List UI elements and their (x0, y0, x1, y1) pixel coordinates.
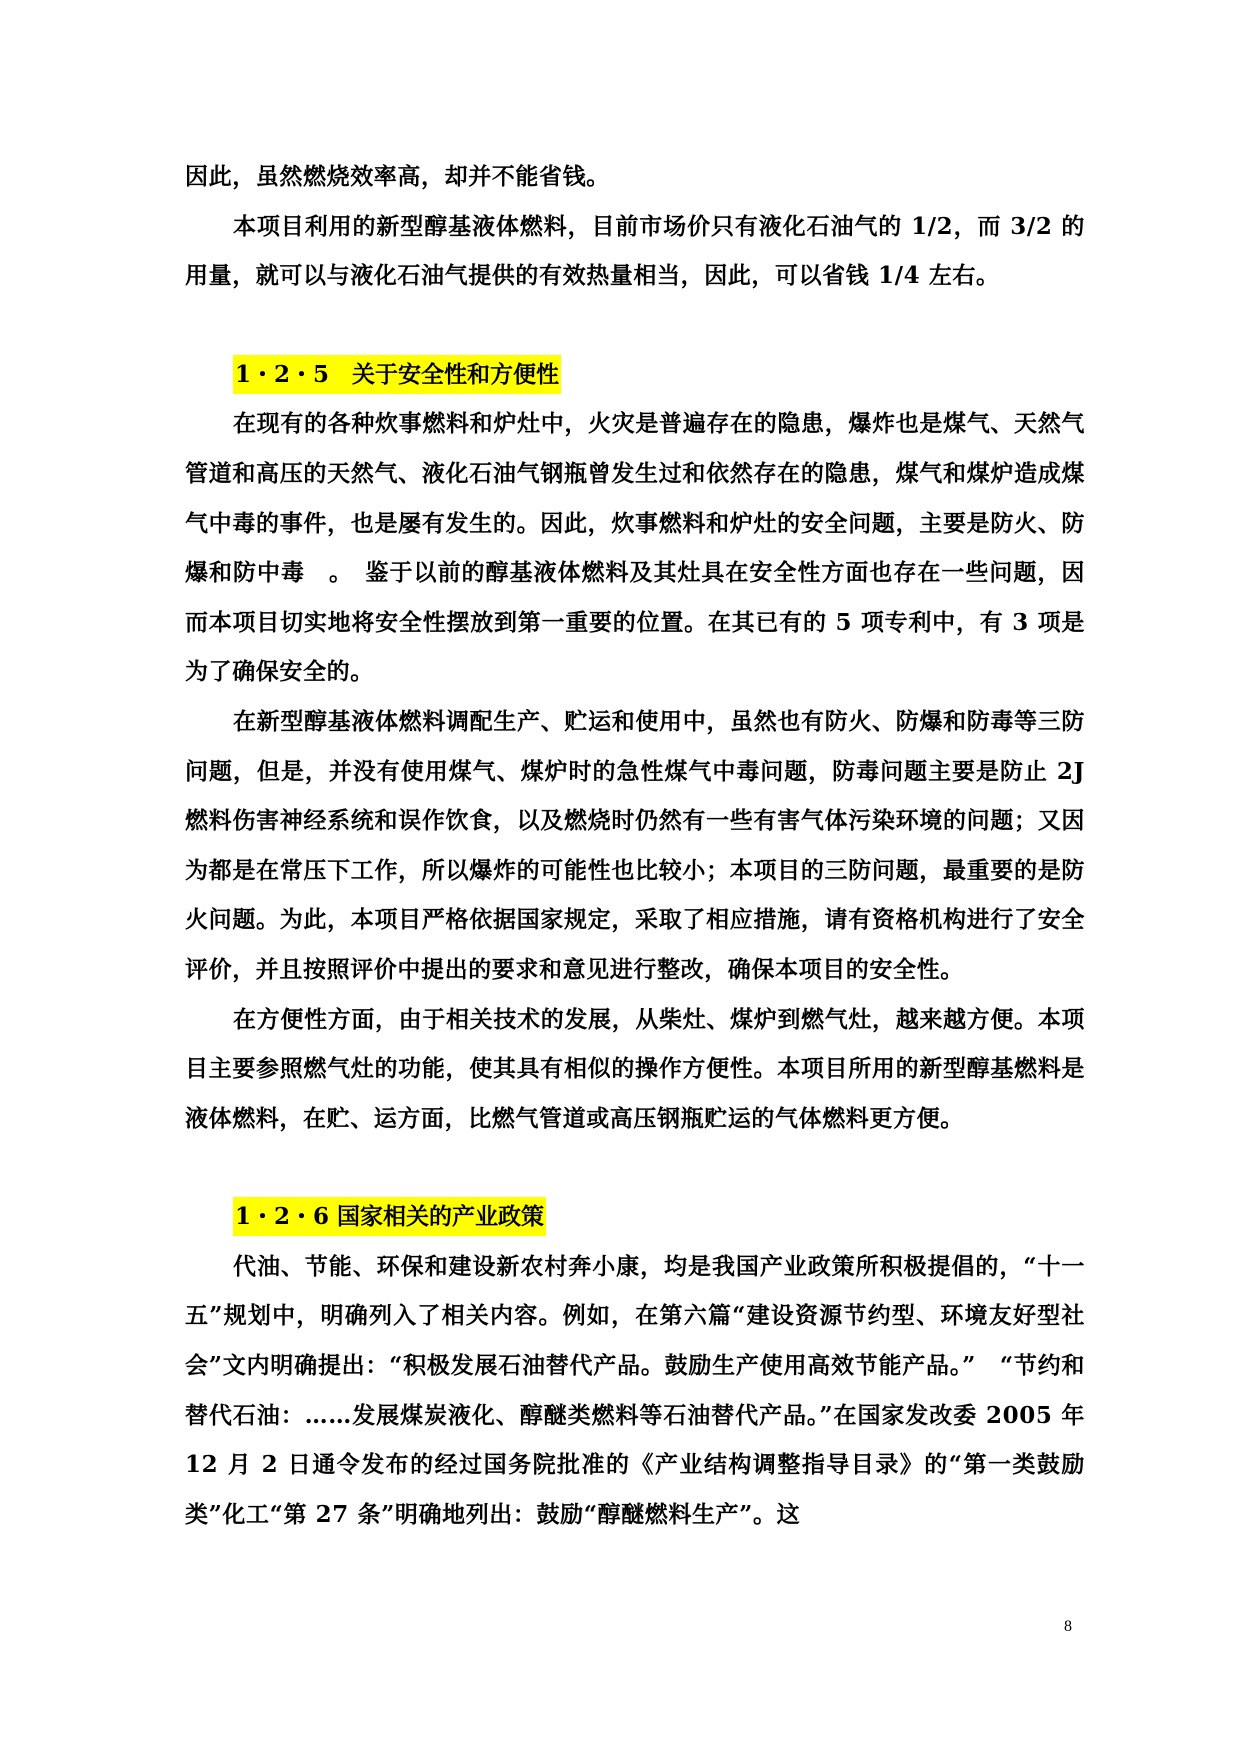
section-spacer (185, 1143, 1085, 1192)
section-125-paragraph-1: 在现有的各种炊事燃料和炉灶中，火灾是普遍存在的隐患，爆炸也是煤气、天然气管道和高压的天然气、液化石油气钢瓶曾发生过和依然存在的隐患，煤气和煤炉造成煤气中毒的事件，也是屡有发生的。因此，炊事燃料和炉灶的安全问题，主要是防火、防爆和防中毒 。 鉴于以前的醇基液体燃料及其灶具在安全性方面也存在一些问题，因而本项目切实地将安全性摆放到第一重要的位置。在其已有的 5 项专利中，有 3 项是为了确保安全的。 (185, 410, 1085, 686)
section-125-paragraph-2: 在新型醇基液体燃料调配生产、贮运和使用中，虽然也有防火、防爆和防毒等三防问题，但是，并没有使用煤气、煤炉时的急性煤气中毒问题，防毒问题主要是防止 2J 燃料伤害神经系统和误作饮食，以及燃烧时仍然有一些有害气体污染环境的问题；又因为都是在常压下工作，所以爆炸的可能性也比较小；本项目的三防问题，最重要的是防火问题。为此，本项目严格依据国家规定，采取了相应措施，请有资格机构进行了安全评价，并且按照评价中提出的要求和意见进行整改，确保本项目的安全性。 (185, 707, 1085, 983)
section-spacer (185, 301, 1085, 350)
document-body (185, 152, 1085, 1539)
intro-paragraph-1: 因此，虽然燃烧效率高，却并不能省钱。 (185, 163, 610, 190)
section-heading-125 (185, 350, 1085, 400)
page-number: 8 (1064, 1618, 1072, 1635)
section-125-paragraph-3: 在方便性方面，由于相关技术的发展，从柴灶、煤炉到燃气灶，越来越方便。本项目主要参照燃气灶的功能，使其具有相似的操作方便性。本项目所用的新型醇基燃料是液体燃料，在贮、运方面，比燃气管道或高压钢瓶贮运的气体燃料更方便。 (185, 1005, 1085, 1132)
section-heading-126-text: 1・2・6 国家相关的产业政策 (233, 1197, 546, 1236)
intro-paragraph-2: 本项目利用的新型醇基液体燃料，目前市场价只有液化石油气的 1/2，而 3/2 的用量，就可以与液化石油气提供的有效热量相当，因此，可以省钱 1/4 左右。 (185, 212, 1085, 290)
section-126-paragraph-1: 代油、节能、环保和建设新农村奔小康，均是我国产业政策所积极提倡的，“十一五”规划中，明确列入了相关内容。例如，在第六篇“建设资源节约型、环境友好型社会”文内明确提出：“积极发展石油替代产品。鼓励生产使用高效节能产品。” “节约和替代石油：……发展煤炭液化、醇醚类燃料等石油替代产品。”在国家发改委 2005 年 12 月 2 日通令发布的经过国务院批准的《产业结构调整指导目录》的“第一类鼓励类”化工“第 27 条”明确地列出：鼓励“醇醚燃料生产”。这 (185, 1252, 1085, 1528)
section-heading-126 (185, 1192, 1085, 1242)
section-heading-125-text: 1・2・5 关于安全性和方便性 (233, 355, 561, 394)
